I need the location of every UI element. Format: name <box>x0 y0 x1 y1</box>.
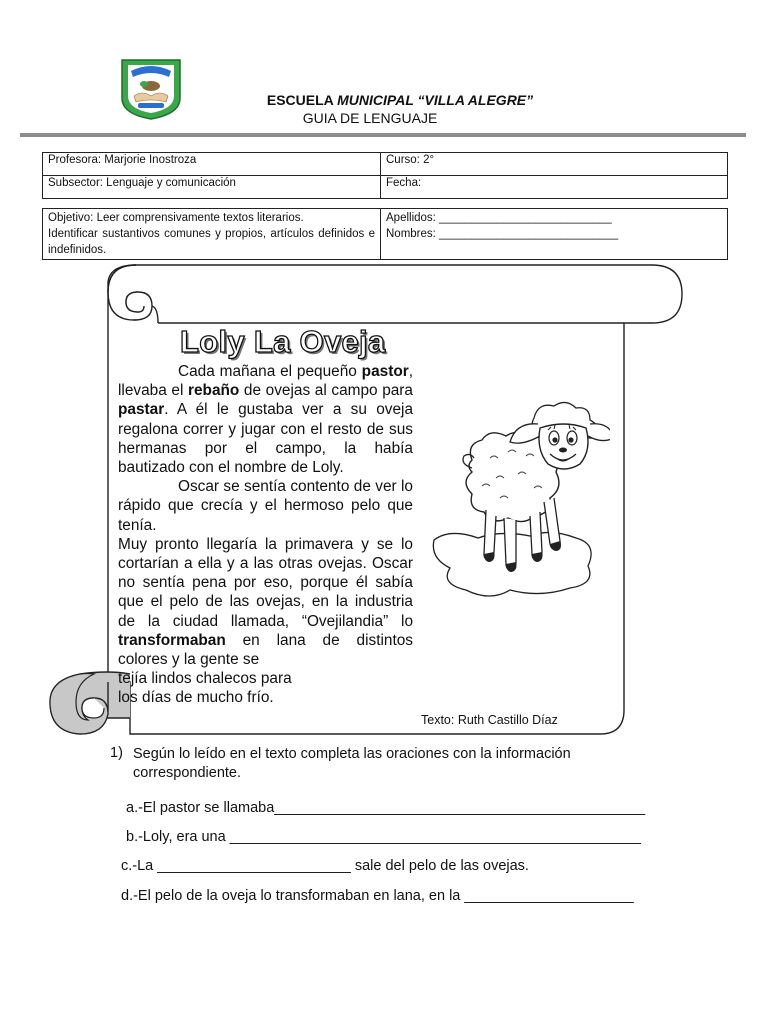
story-credit: Texto: Ruth Castillo Díaz <box>421 713 558 727</box>
story-text-run: . A él le gustaba ver a su oveja regalona correr y jugar con el resto de sus hermanas por el campo, la había bautizado con el nombre de Loly. <box>118 401 413 477</box>
question-d-blank[interactable]: d.-El pelo de la oveja lo transformaban en lana, en la _____________________ <box>121 888 634 904</box>
course-cell: Curso: 2° <box>381 153 728 176</box>
date-cell: Fecha: <box>381 176 728 199</box>
subsector-cell: Subsector: Lenguaje y comunicación <box>43 176 381 199</box>
school-name: MUNICIPAL “VILLA ALEGRE” <box>337 92 534 108</box>
objective-line-2: Identificar sustantivos comunes y propios, artículos definidos e indefinidos. <box>48 228 375 256</box>
school-title <box>0 92 768 108</box>
story-paragraph-1 <box>118 362 413 477</box>
story-title: Loly La Oveja <box>180 324 386 359</box>
school-prefix: ESCUELA <box>266 92 338 108</box>
objective-cell <box>43 209 381 260</box>
guide-title: GUIA DE LENGUAJE <box>302 110 438 126</box>
keyword-rebano: rebaño <box>188 382 240 400</box>
question-a-blank[interactable]: a.-El pastor se llamaba______________________________________________ <box>126 800 646 816</box>
story-body <box>118 362 413 708</box>
sheep-illustration-icon <box>430 398 610 603</box>
objective-line-1: Objetivo: Leer comprensivamente textos literarios. <box>48 212 304 224</box>
story-line-chalecos: tejía lindos chalecos para <box>118 670 292 688</box>
surnames-field[interactable]: Apellidos: ___________________________ <box>386 212 612 224</box>
student-cell <box>381 209 728 260</box>
teacher-cell: Profesora: Marjorie Inostroza <box>43 153 381 176</box>
keyword-transformaban: transformaban <box>118 631 226 649</box>
question-number: 1) <box>110 745 123 761</box>
info-table-teacher <box>42 152 728 199</box>
story-text-run: en lana de distintos colores y la gente se <box>118 631 413 669</box>
question-c-blank[interactable]: c.-La ________________________ sale del pelo de las ovejas. <box>121 858 529 874</box>
keyword-pastor: pastor <box>361 363 409 380</box>
info-table-objective <box>42 208 728 260</box>
question-prompt: Según lo leído en el texto completa las oraciones con la información correspondiente. <box>133 746 571 781</box>
story-text-run: , llevaba el <box>118 363 413 400</box>
story-paragraph-2: Oscar se sentía contento de ver lo rápido que crecía y el hermoso pelo que tenía. <box>118 478 413 534</box>
story-paragraph-3 <box>118 535 413 669</box>
keyword-pastar: pastar <box>118 401 165 419</box>
header-divider <box>20 133 746 137</box>
story-text-run: de ovejas al campo para <box>239 382 413 400</box>
story-text-run: Cada mañana el pequeño <box>178 363 362 380</box>
question-b-blank[interactable]: b.-Loly, era una ___________________________________________________ <box>126 829 641 845</box>
story-line-frio: los días de mucho frío. <box>118 689 274 707</box>
story-text-run: Muy pronto llegaría la primavera y se lo cortarían a ella y a las otras ovejas. Oscar no sentía pena por eso, porque él sabía que el pelo de las ovejas, en la industria de la ciudad llamada, “Ovejilandia” lo <box>118 535 413 630</box>
names-field[interactable]: Nombres: ____________________________ <box>386 228 619 240</box>
